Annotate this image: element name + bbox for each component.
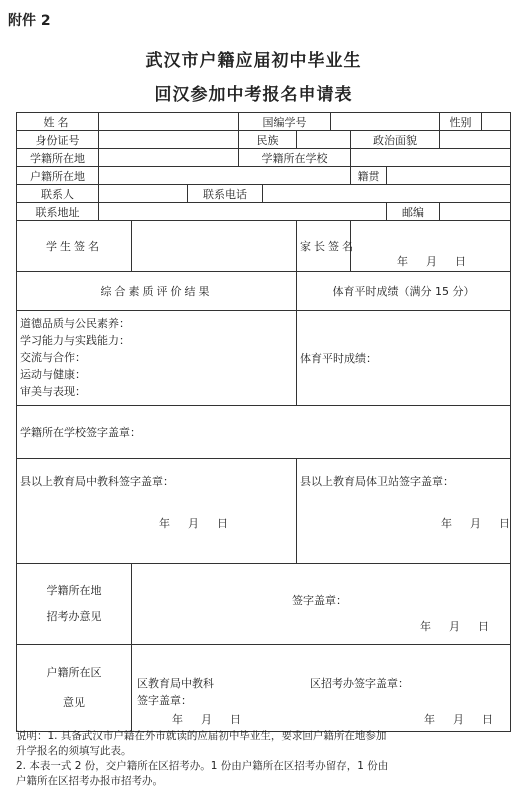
- pe-score-label: 体育平时成绩：: [300, 352, 378, 365]
- attachment-label: 附件 2: [8, 13, 51, 29]
- school-loc-opinion-cell[interactable]: [132, 564, 511, 645]
- county-health-date: 年 月 日: [441, 517, 511, 530]
- county-health-cell[interactable]: [297, 459, 511, 564]
- title-line-1: 武汉市户籍应届初中毕业生: [145, 51, 362, 71]
- district-teaching-sign-label: 签字盖章：: [137, 694, 192, 707]
- field-gender[interactable]: [482, 113, 511, 131]
- school-seal-cell[interactable]: [17, 406, 511, 459]
- field-native-place[interactable]: [387, 167, 511, 185]
- label-school-name: 学籍所在学校: [239, 149, 351, 167]
- school-seal-label: 学籍所在学校签字盖章：: [20, 426, 141, 439]
- quality-eval-items[interactable]: [17, 311, 297, 406]
- district-exam-date: 年 月 日: [424, 713, 493, 726]
- field-name[interactable]: [99, 113, 239, 131]
- note-line: 2. 本表一式 2 份，交户籍所在区招考办。1 份由户籍所在区招考办留存，1 份由: [16, 760, 389, 772]
- field-ethnicity[interactable]: [297, 131, 351, 149]
- field-id-card[interactable]: [99, 131, 239, 149]
- field-parent-sign[interactable]: [351, 221, 511, 272]
- note-line: 升学报名的须填写此表。: [16, 745, 132, 757]
- school-loc-date: 年 月 日: [420, 620, 489, 633]
- quality-item: 审美与表现：: [20, 385, 86, 398]
- label-postcode: 邮编: [387, 203, 440, 221]
- district-teaching-label: 区教育局中教科: [137, 677, 214, 690]
- district-teaching-date: 年 月 日: [172, 713, 241, 726]
- label-national-id: 国编学号: [239, 113, 331, 131]
- title-line-2: 回汉参加中考报名申请表: [154, 85, 353, 105]
- county-teaching-label: 县以上教育局中教科签字盖章：: [20, 475, 174, 488]
- note-line: 说明：1. 具备武汉市户籍在外市就读的应届初中毕业生，要求回户籍所在地参加: [16, 730, 387, 742]
- field-school-name[interactable]: [351, 149, 511, 167]
- field-student-sign[interactable]: [132, 221, 297, 272]
- county-health-label: 县以上教育局体卫站签字盖章：: [300, 475, 455, 488]
- label-household-location: 户籍所在地: [17, 167, 99, 185]
- field-postcode[interactable]: [440, 203, 511, 221]
- label-name: 姓名: [17, 113, 99, 131]
- label-ethnicity: 民族: [239, 131, 297, 149]
- label-student-sign: 学生签名: [17, 221, 132, 272]
- label-school-location: 学籍所在地: [17, 149, 99, 167]
- label-contact-person: 联系人: [17, 185, 99, 203]
- county-teaching-date: 年 月 日: [159, 517, 228, 530]
- label-parent-sign: 家长签名: [297, 221, 351, 272]
- household-opinion-cell[interactable]: [132, 645, 511, 732]
- household-opinion-label: 户籍所在区 意见: [17, 645, 132, 732]
- notes: [16, 729, 494, 789]
- label-political-status: 政治面貌: [351, 131, 440, 149]
- quality-item: 学习能力与实践能力：: [20, 334, 130, 347]
- field-household-location[interactable]: [99, 167, 351, 185]
- school-loc-opinion-label: 学籍所在地 招考办意见: [17, 564, 132, 645]
- field-contact-phone[interactable]: [263, 185, 511, 203]
- label-native-place: 籍贯: [351, 167, 387, 185]
- quality-item: 运动与健康：: [20, 368, 86, 381]
- header-pe-score: 体育平时成绩（满分 15 分）: [297, 272, 511, 311]
- county-teaching-cell[interactable]: [17, 459, 297, 564]
- pe-score-cell[interactable]: [297, 311, 511, 406]
- application-form: [16, 112, 511, 732]
- field-contact-person[interactable]: [99, 185, 188, 203]
- parent-sign-date: 年 月 日: [397, 255, 467, 268]
- school-loc-sign-label: 签字盖章：: [292, 594, 347, 607]
- label-gender: 性别: [440, 113, 482, 131]
- label-contact-phone: 联系电话: [188, 185, 263, 203]
- note-line: 户籍所在区招考办报市招考办。: [16, 775, 163, 787]
- field-national-id[interactable]: [331, 113, 440, 131]
- field-political-status[interactable]: [440, 131, 511, 149]
- district-exam-office-label: 区招考办签字盖章：: [310, 677, 409, 690]
- label-address: 联系地址: [17, 203, 99, 221]
- header-quality-eval: 综合素质评价结果: [17, 272, 297, 311]
- quality-item: 道德品质与公民素养：: [20, 317, 130, 330]
- label-id-card: 身份证号: [17, 131, 99, 149]
- field-school-location[interactable]: [99, 149, 239, 167]
- field-address[interactable]: [99, 203, 387, 221]
- quality-item: 交流与合作：: [20, 351, 86, 364]
